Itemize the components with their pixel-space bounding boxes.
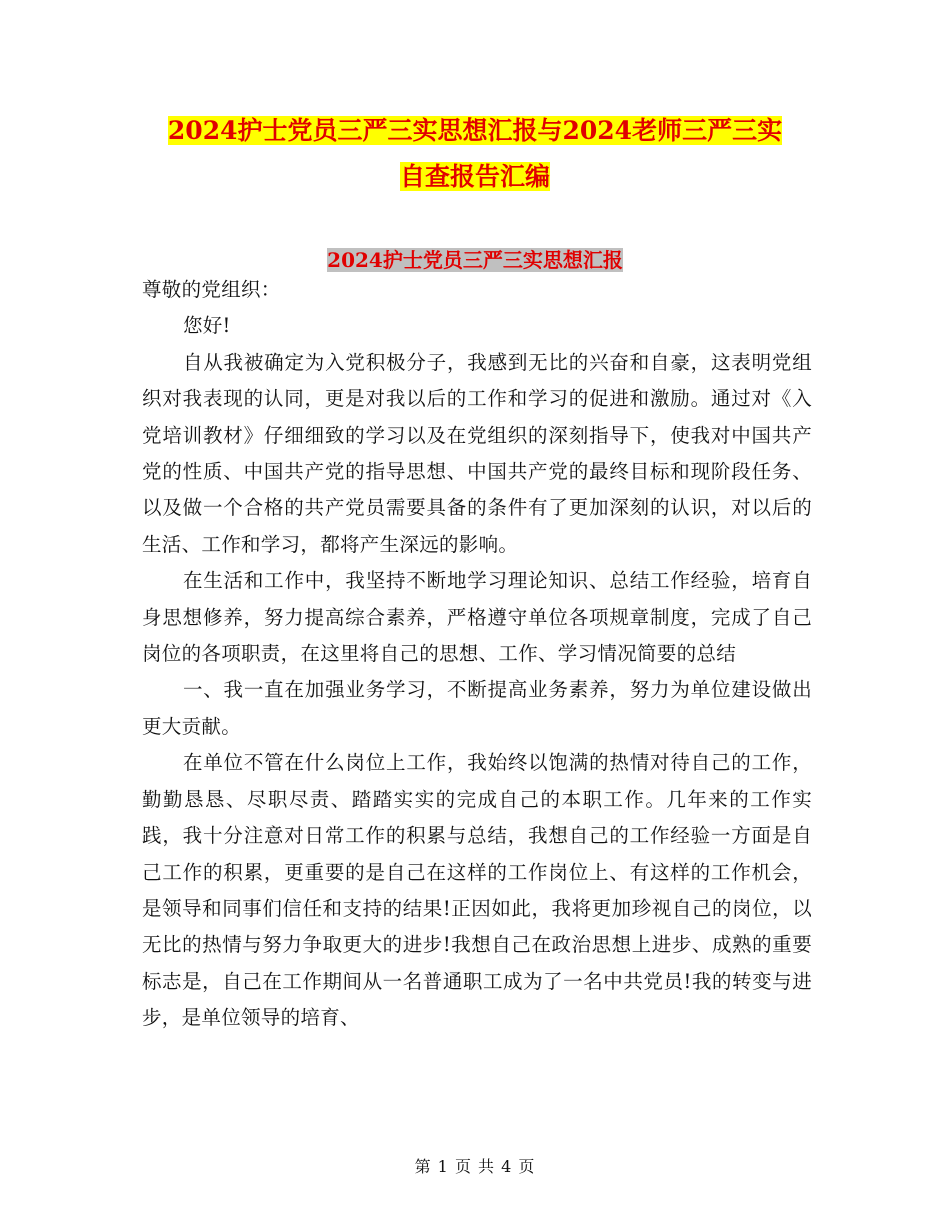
paragraph: 在单位不管在什么岗位上工作，我始终以饱满的热情对待自己的工作，勤勤恳恳、尽职尽责、踏踏实实的完成自己的本职工作。几年来的工作实践，我十分注意对日常工作的积累与总结，我想自己的工作经验一方面是自己工作的积累，更重要的是自己在这样的工作岗位上、有这样的工作机会，是领导和同事们信任和支持的结果!正因如此，我将更加珍视自己的岗位，以无比的热情与努力争取更大的进步!我想自己在政治思想上进步、成熟的重要标志是，自己在工作期间从一名普通职工成为了一名中共党员!我的转变与进步，是单位领导的培育、: [142, 751, 812, 1030]
paragraph: 一、我一直在加强业务学习，不断提高业务素养，努力为单位建设做出更大贡献。: [142, 678, 812, 738]
document-title-line-1: 2024护士党员三严三实思想汇报与2024老师三严三实: [167, 116, 783, 145]
salutation: 尊敬的党组织：: [142, 278, 281, 301]
document-title: [140, 108, 810, 200]
section-title: [140, 246, 810, 274]
document-body: [142, 272, 812, 1037]
paragraph: 自从我被确定为入党积极分子，我感到无比的兴奋和自豪，这表明党组织对我表现的认同，更是对我以后的工作和学习的促进和激励。通过对《入党培训教材》仔细细致的学习以及在党组织的深刻指导下，使我对中国共产党的性质、中国共产党的指导思想、中国共产党的最终目标和现阶段任务、以及做一个合格的共产党员需要具备的条件有了更加深刻的认识，对以后的生活、工作和学习，都将产生深远的影响。: [142, 350, 812, 556]
section-title-text: 2024护士党员三严三实思想汇报: [327, 248, 623, 272]
greeting: 您好!: [182, 314, 231, 338]
paragraph: 在生活和工作中，我坚持不断地学习理论知识、总结工作经验，培育自身思想修养，努力提高综合素养，严格遵守单位各项规章制度，完成了自己岗位的各项职责，在这里将自己的思想、工作、学习情况简要的总结: [142, 569, 812, 666]
page-footer: [0, 1154, 950, 1177]
page-number-label: 第 1 页 共 4 页: [414, 1157, 536, 1176]
document-title-line-2: 自查报告汇编: [399, 162, 550, 191]
